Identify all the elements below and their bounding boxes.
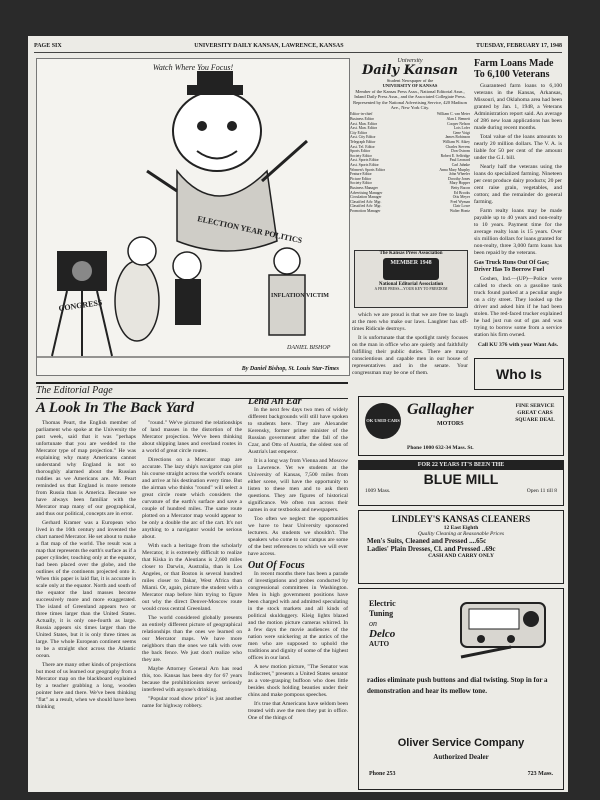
farm-headline: Farm Loans Made To 6,100 Veterans (474, 58, 554, 80)
delco-brand: Delco (369, 628, 396, 640)
editorial-para: Directions on a Mercator map are accurate. The lazy ship's navigator can plot his course straight across the world's oceans and arrive at his destination every time. But the airman who thinks "round" will select a great circle route which considers the curvature of the earth's surface and save a couple of hundred miles. The same route plotted on a Mercator map would appear to be only a double the arc of the cart. It's not anything to a navigator would be serious about. (142, 457, 242, 540)
staff-row: Picture Editor Dorothy Jones (350, 176, 470, 181)
editorial-headline: A Look In The Back Yard (36, 400, 194, 416)
lend-para: Too often we neglect the opportunities we have to hear University sponsored lecturers. As students we shouldn't. The speakers who come to our campus are some of the best references to which we will ever have access. (248, 516, 348, 557)
masthead-title-1: University (397, 58, 423, 64)
oliver-address: 723 Mass. (527, 771, 553, 777)
editorial-para: With such a heritage from the scholarly Mercator, it is extremely difficult to realize that Kiska in the Aleutians is 2,600 miles closer to Darwin, Australia, than is Los Angeles, or that Boston is several hundred miles closer to Dakar, West Africa than Miami. Or, again, picture the student with a Mercator map before him trying to figure out why the direct Denver-Moscow route would cross central Greenland. (142, 543, 242, 612)
gallagher-sub: MOTORS (437, 421, 464, 427)
gas-truck-para: Goshen, Ind.—(UP)—Police were called to check on a gasoline tank truck found parked at a peculiar angle on a city street. They looked up the driver and asked him if he had been stolen. The red-faced trucker explained he had just run out of gas and was trying to borrow some from a service station his firm owned. (474, 276, 562, 338)
who-is-house-ad (474, 358, 564, 390)
press-association-badge (354, 250, 468, 308)
editorial-para: The world considered globally presents an entirely different picture of geographical relationships than the ones we learned on our Mercator maps. We have more neighbors than the ones we talk with over the back fence. We just don't realize who they are. (142, 615, 242, 663)
staff-row: Asst. Tel. Editor Charles Stevens (350, 144, 470, 149)
masthead-line-1: Student Newspaper of the (386, 78, 434, 83)
farm-para: Total value of the loans amounts to nearly 20 million dollars. The V. A. is liable for 50 per cent of the amount under the G.I. bill. (474, 134, 562, 161)
badge-member: MEMBER 1948 (383, 258, 439, 280)
staff-row: Promotion Manager Walter Hontz (350, 208, 470, 213)
editorial-para: Gerhard Kramer was a European who lived in the 16th century and invented the chart named Mercator. He set about to make a flat map of the world. The result was a map that represents the earth's surface as if a paper cylinder, touching only at the equator, had been placed over the globe, and the outlines of the continents projected onto it. When this paper is laid flat, it is accurate in scale only at the equator. North and south of the equator the land masses become successively more and more exaggerated. The island of Greenland appears two or three times larger than the United States. Actually, it is only one-fourth as large. Russia appears six times larger than the United States, but it is only three times as large. The whole European continent seems to be a straight shot across the Atlantic ocean. (36, 520, 136, 659)
staff-row: Business Editor Alan J. Bennett (350, 117, 470, 122)
oliver-tuning-1: Electric (369, 599, 396, 608)
car-radio-icon (451, 597, 555, 667)
badge-bottom: National Editorial Association (378, 282, 444, 287)
editorial-banner: The Editorial Page (36, 382, 348, 399)
lindley-dresses-price: Ladies' Plain Dresses, Cl. and Pressed ..69c (367, 545, 496, 553)
farm-loans-article (474, 58, 562, 354)
badge-top: The Kansas Press Association (379, 251, 443, 256)
focus-continuation (352, 312, 468, 392)
staff-row: Telegraph Editor William W. Aikey (350, 140, 470, 144)
oliver-auto: AUTO (369, 640, 390, 648)
editorial-col-3 (248, 398, 348, 788)
used-car-seal: OK USED CARS (365, 403, 401, 439)
oliver-dealer: Authorized Dealer (433, 753, 489, 761)
blue-mill-hours: Open 11 till 8 (526, 488, 557, 494)
lindley-suits-price: Men's Suits, Cleaned and Pressed ....65c (367, 537, 487, 545)
editorial-cartoon (36, 58, 350, 376)
oliver-tuning-2: Tuning (369, 609, 394, 618)
lindley-tag: Quality Cleaning at Reasonable Prices (417, 531, 505, 537)
oliver-service-ad (358, 588, 564, 790)
editorial-para: Maybe Attorney General Arn has read this, too. Kansas has been dry for 67 years because the prohibitionists never seriously interfered with anyone's drinking. (142, 666, 242, 693)
staff-row: Advertising Manager Ed Brooks (350, 190, 470, 195)
staff-row: Asst. Sports Editor Paul Leonard (350, 158, 470, 163)
staff-list (350, 112, 470, 213)
focus-para: It's true that Americans have seldom been treated with awe the men they put in office. One of the things of (248, 701, 348, 721)
gas-truck-headline: Gas Truck Runs Out Of Gas; Driver Has To Borrow Fuel (474, 260, 549, 273)
staff-row: Society Editor Mary Hopper (350, 181, 470, 186)
gallagher-motors-ad (358, 396, 564, 456)
blue-mill-address: 1009 Mass. (365, 488, 391, 494)
cartoon-credit: By Daniel Bishop, St. Louis Star-Times (241, 366, 339, 372)
staff-row: Classified Adv. Mgr. Fred Wyman (350, 199, 470, 204)
staff-row: Classified Adv. Mgr. Clair Lowe (350, 204, 470, 209)
camera-label: CONGRESS (58, 297, 103, 313)
out-of-focus-headline: Out Of Focus (248, 560, 305, 571)
editorial-para: "round." We've pictured the relationships of land masses in the distortion of the Mercator projection. We've been thinking about shipping lanes and overland routes in a world of great circle routes. (142, 420, 242, 454)
folio-paper: UNIVERSITY DAILY KANSAN, LAWRENCE, KANSAS (194, 43, 344, 49)
badge-tag: A FREE PRESS—YOUR KEY TO FREEDOM (374, 287, 448, 291)
staff-row: Asst. Sports Editor Carl Juhnke (350, 162, 470, 167)
continuation-para: which we are proud is that we are free to laugh at the men who make our laws. Laughter has off-times Ridicule destroys. (352, 312, 468, 332)
staff-row: Business Manager Betty Bacon (350, 185, 470, 190)
middle-politician-figure (173, 252, 201, 325)
blue-mill-top: FOR 22 YEARS IT'S BEEN THE (359, 461, 563, 470)
folio-date: TUESDAY, FEBRUARY 17, 1948 (476, 43, 562, 49)
masthead-line-2: UNIVERSITY OF KANSAS (382, 83, 438, 89)
oliver-pitch: radios eliminate push buttons and dial twisting. Stop in for a demonstration and hear its mellow tone. (367, 676, 548, 695)
editorial-para: Thomas Peart, the English member of parliament who spoke at the University the past week, said that it was "perhaps unfortunate that you are wedded to the Mercator type of map projection." He was explaining why many Americans cannot understand why England is not so thoroughly alarmed about the Russian ruddies as we Americans are. Mr. Peart reminded us that England is more remote from Russia than is America. Because we have always been familiar with the Mercator map many of our geographical, and thus our political, concepts are in error. (36, 420, 136, 517)
lindley-name: LINDLEY'S KANSAS CLEANERS (391, 514, 531, 524)
editorial-col-1 (36, 420, 136, 788)
folio-page: PAGE SIX (34, 43, 62, 49)
editorial-para: "Popular road show price" is just another name for highway robbery. (142, 696, 242, 709)
masthead-line-3: Member of the Kansas Press Assn., National Editorial Assn., Inland Daily Press Assn., and the Associated Collegiate Press. Represented by the National Advertising Service, 420 Madison Ave., New York City. (353, 88, 467, 111)
gallagher-phone: Phone 1000 632-34 Mass. St. (407, 445, 474, 451)
staff-row: Asst. Man. Editor Lois Lofer (350, 126, 470, 131)
camera-operator-figure (52, 237, 159, 356)
lindley-cash: CASH AND CARRY ONLY (428, 553, 494, 559)
newspaper-page (28, 36, 568, 792)
staff-row: Women's Sports Editor Anna Mary Murphy (350, 167, 470, 172)
editorial-para: There are many other kinds of projections but most of us learned our geography from a Mercator map on the blackboard explained by a teacher grabbing a long, wooden pointer here and there. We've been thinking "flat" as a result, when we should have been thinking (36, 662, 136, 710)
staff-row: Feature Editor John Wheeler (350, 172, 470, 177)
inflation-victim-figure (269, 248, 305, 335)
staff-row: Society Editor Robert E. Selfridge (350, 153, 470, 158)
staff-row: Asst. City Editor James Robinson (350, 135, 470, 140)
gallagher-tag: FINE SERVICE GREAT CARS SQUARE DEAL (515, 403, 555, 423)
focus-para: A new motion picture, "The Senator was Indiscreet," presents a United States senator as a vote-grasping buffoon who does little besides shock holding beauties under their chins and make pompous speeches. (248, 664, 348, 698)
cartoon-drawing (37, 71, 349, 361)
gallagher-name: Gallagher (407, 401, 474, 418)
staff-row: Editor-in-chief William C. van Meter (350, 112, 470, 117)
folio-bar (34, 40, 562, 53)
blue-mill-name: BLUE MILL (423, 471, 499, 487)
lend-an-ear-headline: Lend An Ear (248, 398, 302, 407)
staff-row: City Editor Gene Voigt (350, 130, 470, 135)
lindley-address: 12 East Eighth (443, 525, 479, 531)
lindleys-cleaners-ad (358, 510, 564, 584)
staff-row: Asst. Man. Editor Cooper Nelson (350, 121, 470, 126)
editorial-col-2 (142, 420, 242, 788)
oliver-phone: Phone 253 (369, 771, 396, 777)
farm-para: Guaranteed farm loans to 6,100 veterans in the Kansas, Arkansas, Missouri, and Oklahoma area had been granted by Jan. 1, 1948, a Veterans Administration report said. An average of 286 new loan applications has been made during recent months. (474, 83, 562, 131)
oliver-name: Oliver Service Company (397, 737, 525, 749)
masthead (350, 58, 470, 246)
farm-para: Farm realty loans may be made payable up to 40 years and non-realty to 10 years. Payment time for the average realty loan is 15 years. Over six million dollars for loans granted for non-realty, three 3,000 farm loans has been repaid by the veterans. (474, 208, 562, 256)
cartoon-title: Watch Where You Focus! (152, 63, 234, 72)
house-ad-text: Who Is (496, 366, 542, 382)
staff-row: Sports Editor Don Ostrom (350, 149, 470, 154)
farm-para: Nearly half the veterans using the loans do specialized farming. Nineteen per cent produce dairy products; 20 per cent raise grain, vegetables, and cotton; and the remainder do general farming. (474, 164, 562, 205)
balloon-label-1: ELECTION YEAR POLITICS (196, 214, 303, 246)
focus-para: In recent months there has been a parade of investigations and probes conducted by congressional committees in Washington. Men in high government positions have been charged with and admitted speculating in the stock markets and all kinds of political skulduggery. Kleig lights blazed and the motion picture cameras whirred. In a few days the movie audiences of the nation were snickering at the antics of the men who are supposed to uphold the traditions and dignity of some of the highest offices in our land. (248, 571, 348, 661)
staff-row: Circulation Manager Otis Meyer (350, 195, 470, 200)
oliver-on: on (369, 619, 377, 628)
lend-para: It is a long way from Vienna and Moscow to Lawrence. Yet we students at the University of Kansas, 7,500 miles from either scene, will have the opportunity to listen to these men and to ask them questions. They are figures of historical significance. We often run across their names in our textbooks and newspapers. (248, 458, 348, 513)
victim-label: INFLATION VICTIM (271, 293, 329, 299)
continuation-para: It is unfortunate that the spotlight rarely focuses on the man in office who are quietly and faithfully fulfilling their public duties. There are many conscientious and capable men in our house of representatives and in the senate. Your congressman may be one of them. (352, 335, 468, 376)
want-ads-callout: Call KU 376 with your Want Ads. (477, 342, 559, 348)
masthead-title-2: Daily Kansan (361, 63, 459, 78)
lend-para: In the next few days two men of widely different backgrounds will still have spoken to students here. They are Alexander Kerensky, former prime minister of the Russian government after the fall of the Czar, and Otto of Austria, the oldest son of Austria's last emperor. (248, 407, 348, 455)
cartoon-signature: DANIEL BISHOP (287, 345, 331, 351)
blue-mill-ad (358, 460, 564, 506)
